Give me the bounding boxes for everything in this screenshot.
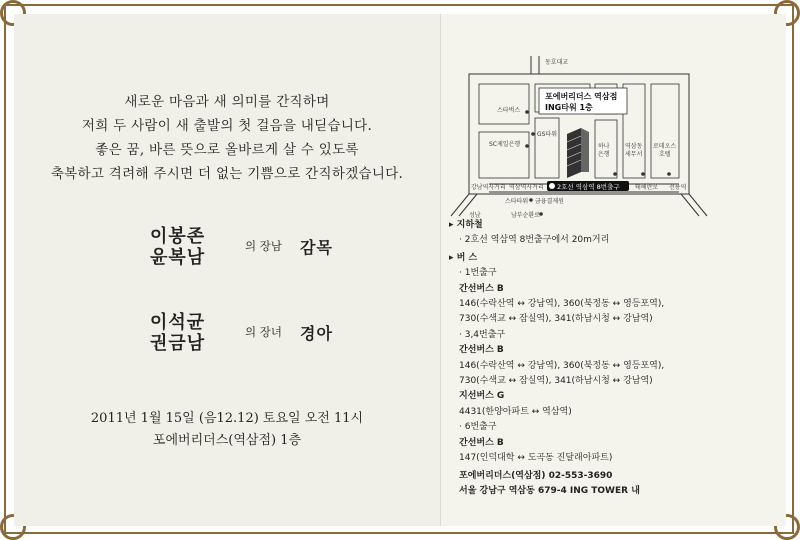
bus-route: 730(수색교 ↔ 잠실역), 341(하남시청 ↔ 강남역) (459, 314, 653, 325)
bride-family (150, 312, 370, 352)
bus-route: 146(수락산역 ↔ 강남역), 360(북정동 ↔ 영등포역), (459, 299, 665, 310)
invitation-card (14, 14, 786, 526)
bus-section-title: ▸ 버 스 (449, 252, 478, 263)
bus-type: 지선버스 G (459, 391, 505, 402)
bride-relation: 의 장녀 (245, 325, 282, 339)
venue-callout-line: ING타워 1층 (545, 103, 593, 112)
intro-line: 새로운 마음과 새 의미를 간직하며 (124, 94, 330, 110)
intro-line: 저희 두 사람이 새 출발의 첫 걸음을 내딛습니다. (81, 118, 373, 134)
bus-route: · 3,4번출구 (459, 329, 506, 340)
groom-parents (150, 226, 205, 268)
bus-type: 간선버스 B (459, 283, 504, 294)
map-label: 역삼역사거리 (509, 184, 544, 191)
map-label: 스타벅스 (497, 107, 521, 114)
bride-mother: 권금남 (150, 333, 206, 354)
map-marker-icon (525, 110, 529, 114)
event-date: 2011년 1월 15일 (음12.12) 토요일 오전 11시 (90, 411, 364, 426)
event-details (14, 408, 440, 452)
bus-route: · 1번출구 (459, 268, 497, 279)
map-block (479, 132, 529, 178)
map-label: 강남역사거리 (471, 184, 506, 191)
map-label: 성남 (469, 212, 481, 219)
bus-type: 간선버스 B (459, 437, 504, 448)
map-block (479, 84, 529, 124)
venue-phone: 포에버리더스(역삼점) 02-553-3690 (459, 470, 613, 481)
groom-mother: 윤복남 (150, 247, 206, 268)
bus-route: 4431(한양아파트 ↔ 역삼역) (459, 406, 572, 417)
groom-name: 감목 (300, 238, 333, 257)
bus-type: 간선버스 B (459, 345, 504, 356)
map-label: 로데오스 (653, 143, 677, 150)
map-label: 스타타워 (505, 198, 529, 205)
map-block (535, 118, 559, 178)
bus-list (449, 266, 664, 466)
map-marker-icon (667, 172, 671, 176)
map-marker-icon (613, 172, 617, 176)
subway-exit-banner (547, 181, 629, 191)
directions-info (449, 218, 664, 499)
map-label: 동호대교 (545, 59, 569, 66)
map-label: 호텔 (659, 151, 671, 158)
map-marker-icon (641, 172, 645, 176)
venue-building-icon (567, 128, 589, 178)
bus-route: 146(수락산역 ↔ 강남역), 360(북정동 ↔ 영등포역), (459, 360, 665, 371)
venue-callout-line: 포에버리더스 역삼점 (545, 92, 618, 101)
map-label: 선릉역 (669, 184, 687, 191)
subway-section-title: ▸ 지하철 (449, 220, 483, 230)
map-road (689, 194, 707, 216)
venue-callout (539, 88, 627, 114)
map-marker-icon (531, 132, 535, 136)
bus-route: · 6번출구 (459, 422, 497, 433)
map-label: SC제일은행 (489, 141, 521, 148)
groom-father: 이봉존 (150, 226, 206, 247)
bus-route: 730(수색교 ↔ 잠실역), 341(하남시청 ↔ 강남역) (459, 376, 653, 387)
map-label: 금융결제원 (535, 198, 564, 205)
invitation-left-page (14, 14, 440, 526)
map-road (681, 194, 699, 216)
map-marker-icon (529, 198, 533, 202)
groom-family (150, 226, 370, 266)
intro-line: 좋은 꿈, 바른 뜻으로 올바르게 살 수 있도록 (95, 142, 359, 158)
bride-father: 이석균 (150, 312, 206, 333)
intro-message (14, 90, 440, 186)
map-label: GS타워 (537, 131, 558, 138)
map-label: 세무서 (625, 151, 643, 158)
map-marker-icon (525, 144, 529, 148)
bride-parents (150, 312, 205, 354)
exit-banner-label: 2호선 역삼역 8번출구 (557, 183, 620, 191)
map-label: 은행 (598, 151, 610, 158)
map-label: 테헤란로 (635, 184, 659, 191)
intro-line: 축복하고 격려해 주시면 더 없는 기쁨으로 간직하겠습니다. (50, 166, 404, 182)
map-label: 하나 (598, 143, 610, 150)
map-block (651, 84, 679, 178)
subway-line: · 2호선 역삼역 8번출구에서 20m거리 (459, 235, 610, 246)
venue-address: 서울 강남구 역삼동 679-4 ING TOWER 내 (459, 485, 640, 496)
bus-route: 147(인덕대학 ↔ 도곡동 진달래아파트) (459, 453, 613, 464)
location-map (449, 54, 709, 219)
map-road (451, 194, 469, 216)
directions-page (440, 14, 786, 526)
map-label: 남부순환로 (511, 212, 540, 219)
event-venue: 포에버리더스(역삼점) 1층 (152, 433, 302, 448)
bride-name: 경아 (300, 324, 333, 343)
map-label: 역삼동 (625, 143, 643, 150)
groom-relation: 의 장남 (245, 239, 282, 253)
